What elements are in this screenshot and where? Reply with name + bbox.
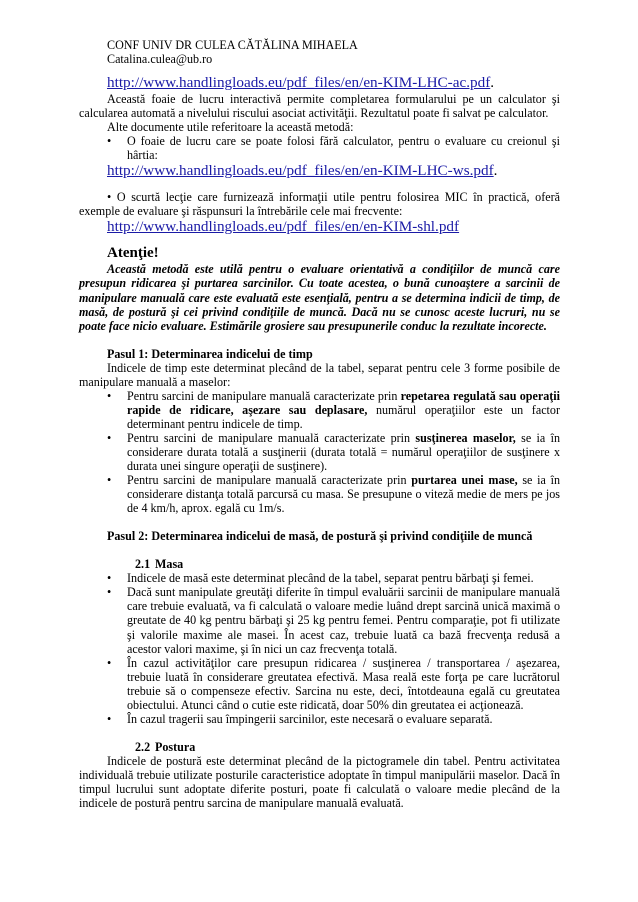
section-title: Masa	[155, 557, 184, 572]
link-kim-lhc-ac[interactable]	[79, 74, 560, 92]
link-shl-text[interactable]: http://www.handlingloads.eu/pdf_files/en/en-KIM-shl.pdf	[107, 218, 460, 236]
link-dot: .	[493, 162, 498, 180]
bullet-icon: •	[107, 134, 112, 149]
list-item: • Dacă sunt manipulate greutăţi diferite în timpul evaluării sarcinii de manipulare manuală care trebuie evaluată, va fi calculată o valoare medie luând drept sarcină unică maximă o greutate de 40 kg pentru bărbaţi şi 25 kg pentru femei. Pentru comparaţie, pot fi utilizate şi valorile maxime ale masei. În acest caz, trebuie luată ca bază frecvenţa redusă a acestor valori maxime, şi în nici un caz frecvenţa totală.	[107, 585, 560, 656]
bullet-icon: •	[107, 711, 112, 726]
list-item	[79, 134, 560, 162]
link-dot: .	[490, 74, 495, 92]
posture-paragraph: Indicele de postură este determinat plecând de la pictogramele din tabel. Pentru activitatea individuală trebuie utilizate posturile caracteristice adoptate în timpul manipulării maselor. Dacă în timpul lucrului sunt adoptate diferite posturi, poate fi calculată o valoare medie plecând de la indicele de postură pentru sarcina de manipulare manuală evaluată.	[79, 753, 560, 811]
list-item: • Pentru sarcini de manipulare manuală caracterizate prin repetarea regulată sau operaţii rapide de ridicare, aşezare sau deplasare, numărul operaţiilor este un factor determinant pentru indicele de timp.	[107, 388, 561, 431]
lesson-paragraph: • O scurtă lecţie care furnizează informaţii utile pentru folosirea MIC în practică, oferă exemple de evaluare şi răspunsuri la întrebările cele mai frecvente:	[79, 190, 560, 219]
bullet-icon: •	[107, 388, 112, 403]
list-item: • În cazul tragerii sau împingerii sarcinilor, este necesară o evaluare separată.	[107, 711, 493, 726]
author-name: CONF UNIV DR CULEA CĂTĂLINA MIHAELA	[107, 38, 358, 52]
docs-list	[79, 134, 560, 162]
section-title: Postura	[155, 739, 196, 754]
link-kim-shl[interactable]	[79, 218, 560, 236]
bullet-icon: •	[107, 430, 112, 445]
attention-title: Atenţie!	[107, 245, 159, 262]
other-docs-label: Alte documente utile referitoare la această metodă:	[107, 120, 354, 135]
step1-list	[79, 389, 560, 515]
step1-title: Pasul 1: Determinarea indicelui de timp	[107, 346, 313, 361]
worksheet-text: O foaie de lucru care se poate folosi fără calculator, pentru o evaluare cu creionul şi hârtia:	[127, 134, 560, 163]
list-item: • Indicele de masă este determinat plecând de la tabel, separat pentru bărbaţi şi femei.	[107, 571, 534, 586]
intro-paragraph: Această foaie de lucru interactivă permite completarea formularului pe un calculator şi calcularea automată a nivelului riscului asociat activităţii. Rezultatul poate fi salvat pe calculator.	[79, 92, 560, 121]
section-2-1-heading	[79, 557, 560, 571]
step1-intro: Indicele de timp este determinat plecând de la tabel, separat pentru cele 3 forme posibile de manipulare manuală a maselor:	[79, 360, 560, 389]
bullet-icon: •	[107, 571, 112, 586]
list-item: • Pentru sarcini de manipulare manuală caracterizate prin susţinerea maselor, se ia în considerare durata totală a susţinerii (durata totală = numărul operaţiilor de susţinere x durata unei singure operaţii de susţinere).	[107, 430, 561, 474]
link-ws-text[interactable]: http://www.handlingloads.eu/pdf_files/en/en-KIM-LHC-ws.pdf	[107, 162, 494, 180]
list-item: • Pentru sarcini de manipulare manuală caracterizate prin purtarea unei mase, se ia în considerare distanţa totală parcursă cu masa. Se presupune o viteză medie de mers pe jos de 4 km/h, aprox. egală cu 1m/s.	[107, 473, 561, 516]
author-email: Catalina.culea@ub.ro	[107, 52, 213, 67]
link-kim-lhc-ws[interactable]	[79, 162, 560, 180]
section-number: 2.2	[135, 739, 151, 754]
bullet-icon: •	[107, 473, 112, 488]
mass-list	[79, 571, 560, 726]
bullet-icon: •	[107, 585, 112, 600]
bullet-icon: •	[107, 655, 112, 670]
link-ac-text[interactable]: http://www.handlingloads.eu/pdf_files/en/en-KIM-LHC-ac.pdf	[107, 74, 491, 92]
section-number: 2.1	[135, 557, 151, 572]
section-2-2-heading	[79, 740, 560, 754]
attention-text: Această metodă este utilă pentru o evaluare orientativă a condiţiilor de muncă care presupun ridicarea şi purtarea sarcinilor. Cu toate acestea, o bună cunoaştere a sarcinii de manipulare manuală care este evaluată este esenţială, pentru a se determina indicii de timp, de masă, de postură şi cei privind condiţiile de muncă. Dacă nu se cunosc aceste lucruri, nu se poate face nicio evaluare. Estimările grosiere sau presupunerile conduc la rezultate incorecte.	[79, 262, 560, 333]
list-item: • În cazul activităţilor care presupun ridicarea / susţinerea / transportarea / aşezarea, trebuie luată în considerare greutatea efectivă. Masa reală este forţa pe care lucrătorul trebuie să o compenseze efectiv. Sarcina nu este, deci, întotdeauna egală cu greutatea obiectului. Atunci când o cutie este ridicată, doar 50% din greutatea ei acţionează.	[107, 655, 560, 712]
step2-title: Pasul 2: Determinarea indicelui de masă, de postură şi privind condiţiile de muncă	[107, 529, 533, 544]
